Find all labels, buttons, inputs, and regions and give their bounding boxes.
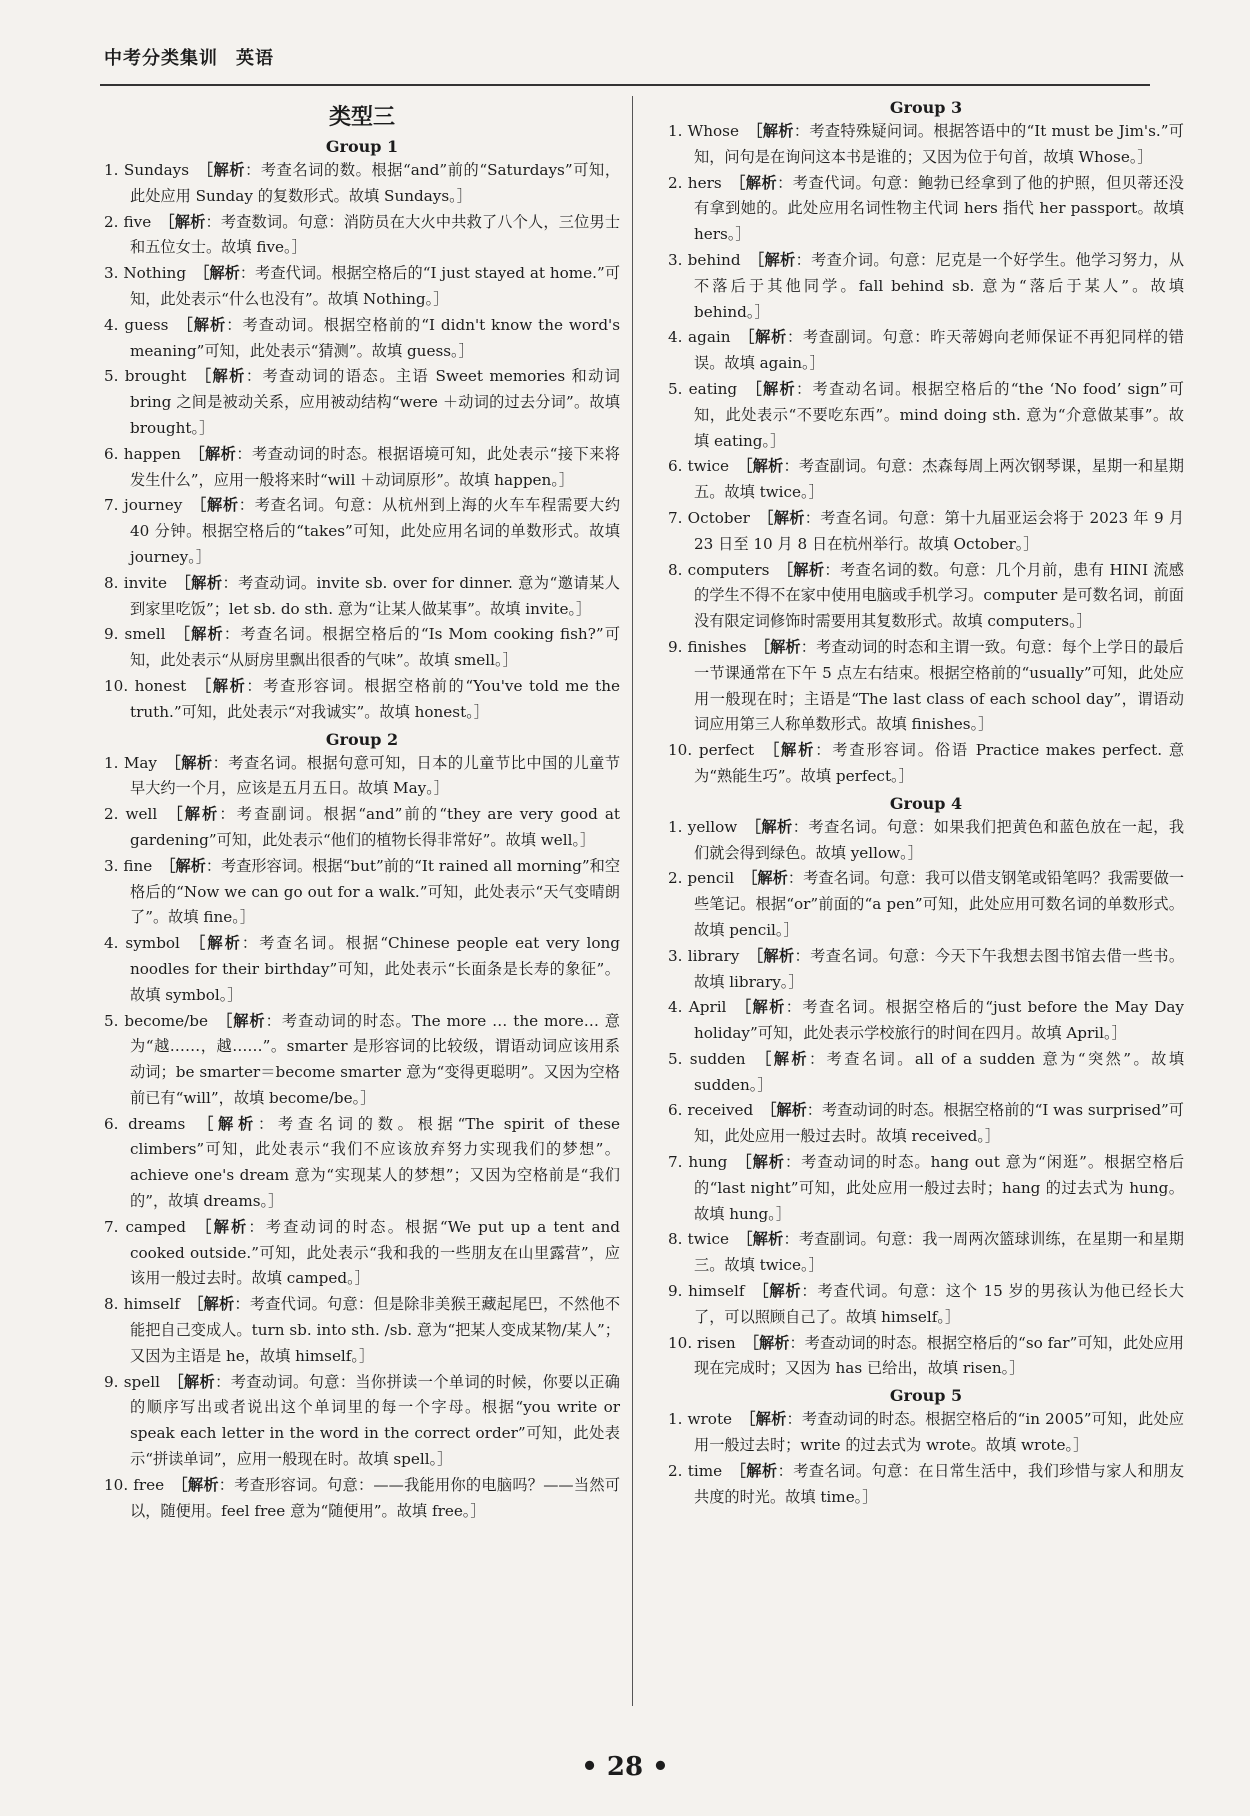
answer-item: [104, 1009, 620, 1112]
analysis-tag: ［解析: [193, 1217, 249, 1236]
book-subject: 英语: [236, 48, 274, 69]
answer-item: [668, 1150, 1184, 1227]
answer-item: [668, 1098, 1184, 1150]
group-title: Group 2: [325, 729, 399, 749]
analysis-tag: ［解析: [737, 457, 784, 476]
answer-item: [668, 1407, 1184, 1459]
analysis-tag: ［解析: [159, 212, 206, 231]
answer-item: [668, 1227, 1184, 1279]
analysis-tag: ［解析: [174, 573, 223, 592]
answer-item: [104, 442, 620, 494]
analysis-text: ：考查名词。根据句意可知，日本的儿童节比中国的儿童节早大约一个月，应该是五月五日。故填 May。］: [130, 753, 621, 798]
analysis-tag: ［解析: [194, 367, 246, 386]
analysis-tag: ［解析: [194, 676, 247, 695]
analysis-tag: ［解析: [742, 869, 788, 888]
analysis-text: ：考查副词。句意：昨天蒂姆向老师保证不再犯同样的错误。故填 again。］: [694, 328, 1184, 373]
analysis-tag: ［解析: [761, 1101, 807, 1120]
answer-item: [668, 325, 1184, 377]
analysis-text: ：考查名词的数。根据“The spirit of these climbers”可知，此处表示“我们不应该放弃努力实现我们的梦想”。achieve one's dream 意为“实现某人的梦想”；又因为空格前是“我们的”，故填 dreams。］: [130, 1114, 620, 1211]
answer-word: 4. again: [668, 328, 731, 347]
analysis-tag: ［解析: [165, 753, 213, 772]
answer-item: [104, 931, 620, 1008]
answer-item: [104, 261, 620, 313]
analysis-tag: ［解析: [734, 998, 786, 1017]
analysis-tag: ［解析: [762, 741, 816, 760]
answer-word: 6. happen: [104, 444, 181, 463]
answer-word: 2. five: [104, 212, 152, 231]
analysis-text: ：考查形容词。根据“but”前的“It rained all morning”和空格后的“Now we can go out for a walk.”可知，此处表示“天气变晴朗了”。故填 fine。］: [130, 856, 621, 927]
answer-word: 4. guess: [104, 315, 169, 334]
answer-word: 8. twice: [668, 1230, 729, 1249]
answer-item: [104, 1112, 620, 1215]
answer-word: 3. fine: [104, 856, 153, 875]
left-column: [104, 94, 620, 1524]
answer-item: [668, 454, 1184, 506]
answer-word: 10. honest: [104, 676, 187, 695]
analysis-text: ：考查动名词。根据空格后的“the ‘No food’ sign”可知，此处表示“不要吃东西”。mind doing sth. 意为“介意做某事”。故填 eating。］: [694, 379, 1184, 450]
analysis-text: ：考查动词。invite sb. over for dinner. 意为“邀请某人到家里吃饭”；let sb. do sth. 意为“让某人做某事”。故填 invite。］: [130, 573, 620, 618]
analysis-tag: ［解析: [730, 1461, 778, 1480]
analysis-text: ：考查名词。all of a sudden 意为“突然”。故填 sudden。］: [694, 1049, 1185, 1094]
analysis-tag: ［解析: [167, 1372, 216, 1391]
analysis-tag: ［解析: [172, 1475, 219, 1494]
answer-word: 9. himself: [668, 1282, 745, 1301]
answer-word: 1. May: [104, 753, 158, 772]
analysis-text: ：考查介词。句意：尼克是一个好学生。他学习努力，从不落后于其他同学。fall behind sb. 意为“落后于某人”。故填 behind。］: [694, 250, 1185, 321]
answer-word: 3. library: [668, 946, 740, 965]
analysis-tag: ［解析: [729, 173, 778, 192]
answer-item: [104, 674, 620, 726]
answer-item: [668, 738, 1184, 790]
analysis-text: ：考查动词的时态和主谓一致。句意：每个上学日的最后一节课通常在下午 5 点左右结束。根据空格前的“usually”可知，此处应用一般现在时；主语是“The last class of each school day”，谓语动词应用第三人称单数形式。故填 finishes。］: [694, 637, 1184, 734]
analysis-tag: ［解析: [746, 122, 794, 140]
analysis-text: ：考查名词的数。句意：几个月前，患有 HINI 流感的学生不得不在家中使用电脑或手机学习。computer 是可数名词，前面没有限定词修饰时需要用其复数形式。故填 computers。］: [694, 560, 1184, 631]
answer-word: 5. become/be: [104, 1011, 208, 1030]
answer-item: [668, 1459, 1184, 1511]
analysis-tag: ［解析: [176, 315, 227, 334]
answer-word: 9. smell: [104, 625, 166, 644]
answer-item: [104, 622, 620, 674]
answer-item: [668, 815, 1184, 867]
analysis-tag: ［解析: [740, 1410, 787, 1429]
answer-item: [104, 493, 620, 570]
analysis-tag: ［解析: [188, 444, 237, 463]
answer-item: [668, 506, 1184, 558]
analysis-text: ：考查代词。根据空格后的“I just stayed at home.”可知，此处表示“什么也没有”。故填 Nothing。］: [130, 264, 621, 308]
answer-word: 8. invite: [104, 573, 167, 592]
answer-item: [104, 313, 620, 365]
answer-item: [104, 571, 620, 623]
group-title: Group 3: [889, 98, 963, 117]
analysis-tag: ［解析: [187, 934, 242, 953]
analysis-tag: ［解析: [735, 1153, 785, 1172]
answer-word: 6. twice: [668, 457, 729, 476]
analysis-text: ：考查名词。根据“Chinese people eat very long noodles for their birthday”可知，此处表示“长面条是长寿的象征”。故填 symbol。］: [130, 934, 620, 1004]
analysis-text: ：考查代词。句意：鲍勃已经拿到了他的护照，但贝蒂还没有拿到她的。此处应用名词性物主代词 hers 指代 her passport。故填 hers。］: [694, 173, 1184, 244]
answer-item: [668, 171, 1184, 248]
analysis-tag: ［解析: [738, 328, 787, 347]
analysis-tag: ［解析: [165, 805, 220, 824]
answer-word: 5. brought: [104, 367, 187, 386]
answer-word: 1. Whose: [668, 122, 739, 140]
answer-word: 10. perfect: [668, 741, 755, 760]
answer-item: [104, 1215, 620, 1292]
answer-item: [668, 377, 1184, 454]
answer-item: [668, 1279, 1184, 1331]
analysis-text: ：考查动词的时态。The more … the more… 意为“越……，越……”。smarter 是形容词的比较级，谓语动词应该用系动词；be smarter＝become smarter 意为“变得更聪明”。又因为空格前已有“will”，故填 become/be。］: [130, 1011, 620, 1107]
answer-word: 6. received: [668, 1101, 754, 1120]
answer-item: [104, 1292, 620, 1369]
answer-word: 7. camped: [104, 1217, 186, 1236]
analysis-text: ：考查副词。根据“and”前的“they are very good at gardening”可知，此处表示“他们的植物长得非常好”。故填 well。］: [130, 805, 620, 849]
answer-word: 2. hers: [668, 173, 722, 192]
analysis-tag: ［解析: [757, 508, 805, 527]
answer-word: 4. April: [668, 998, 727, 1017]
analysis-text: ：考查动词的时态。根据“We put up a tent and cooked outside.”可知，此处表示“我和我的一些朋友在山里露营”，应该用一般过去时。故填 camped。］: [130, 1217, 621, 1288]
answer-word: 7. hung: [668, 1153, 728, 1172]
book-title: 中考分类集训: [104, 48, 218, 69]
analysis-text: ：考查代词。句意：这个 15 岁的男孩认为他已经长大了，可以照顾自己了。故填 himself。］: [694, 1282, 1184, 1326]
analysis-tag: ［解析: [194, 264, 240, 283]
analysis-tag: ［解析: [160, 856, 206, 875]
answer-word: 2. pencil: [668, 869, 735, 888]
answer-word: 1. wrote: [668, 1410, 733, 1429]
analysis-text: ：考查动词的时态。根据空格前的“I was surprised”可知，此处应用一般过去时。故填 received。］: [694, 1101, 1184, 1146]
analysis-tag: ［解析: [748, 250, 796, 269]
answer-word: 10. risen: [668, 1333, 736, 1352]
answer-item: [104, 158, 620, 210]
answer-word: 3. Nothing: [104, 264, 187, 283]
answer-word: 10. free: [104, 1475, 165, 1494]
answer-word: 9. finishes: [668, 637, 747, 656]
analysis-text: ：考查动词的时态。hang out 意为“闲逛”。根据空格后的“last night”可知，此处应用一般过去时；hang 的过去式为 hung。故填 hung。］: [694, 1153, 1185, 1223]
analysis-text: ：考查形容词。句意：——我能用你的电脑吗？——当然可以，随便用。feel free 意为“随便用”。故填 free。］: [130, 1475, 621, 1520]
answer-word: 4. symbol: [104, 934, 180, 953]
answer-item: [104, 1473, 620, 1525]
analysis-text: ：考查代词。句意：但是除非美猴王藏起尾巴，不然他不能把自己变成人。turn sb. into sth. /sb. 意为“把某人变成某物/某人”；又因为主语是 he，故填 himself。］: [130, 1295, 621, 1365]
answer-item: [104, 854, 620, 931]
answer-item: [668, 558, 1184, 635]
answer-word: 2. well: [104, 805, 158, 824]
analysis-tag: ［解析: [754, 637, 801, 656]
analysis-text: ：考查名词。句意：今天下午我想去图书馆去借一些书。故填 library。］: [694, 946, 1185, 991]
answer-item: [668, 119, 1184, 171]
answer-item: [104, 802, 620, 854]
analysis-text: ：考查名词。句意：第十九届亚运会将于 2023 年 9 月 23 日至 10 月 8 日在杭州举行。故填 October。］: [694, 508, 1185, 553]
answer-item: [668, 248, 1184, 325]
header-rule: [100, 84, 1150, 86]
analysis-text: ：考查动词。句意：当你拼读一个单词的时候，你要以正确的顺序写出或者说出这个单词里的每一个字母。根据“you write or speak each letter in the word in the correct order”可知，此处表示“拼读单词”，应用一般现在时。故填 spell。］: [130, 1372, 620, 1469]
answer-word: 6. dreams: [104, 1114, 186, 1133]
answer-item: [668, 944, 1184, 996]
analysis-text: ：考查动词的时态。根据空格后的“so far”可知，此处应用现在完成时；又因为 has 已给出，故填 risen。］: [694, 1333, 1184, 1378]
analysis-tag: ［解析: [747, 946, 795, 965]
answer-word: 5. eating: [668, 379, 738, 398]
analysis-tag: ［解析: [753, 1049, 809, 1068]
group-title: Group 1: [325, 137, 399, 156]
answer-item: [104, 1370, 620, 1473]
answer-word: 8. himself: [104, 1295, 180, 1314]
answer-item: [668, 635, 1184, 738]
analysis-tag: ［解析: [745, 379, 797, 398]
analysis-text: ：考查数词。句意：消防员在大火中共救了八个人，三位男士和五位女士。故填 five。］: [130, 212, 621, 257]
analysis-text: ：考查特殊疑问词。根据答语中的“It must be Jim's.”可知，问句是在询问这本书是谁的；又因为位于句首，故填 Whose。］: [694, 122, 1184, 166]
book-header: [104, 44, 274, 70]
analysis-text: ：考查名词。句意：如果我们把黄色和蓝色放在一起，我们就会得到绿色。故填 yellow。］: [694, 817, 1185, 862]
answer-word: 1. Sundays: [104, 161, 190, 179]
section-title: 类型三: [328, 105, 395, 130]
analysis-tag: ［解析: [187, 1295, 235, 1314]
analysis-tag: ［解析: [197, 161, 246, 179]
answer-item: [104, 364, 620, 441]
analysis-tag: ［解析: [777, 560, 825, 579]
column-divider: [632, 96, 633, 1706]
page-number: • 28 •: [581, 1752, 669, 1782]
analysis-text: ：考查动词的时态。根据语境可知，此处表示“接下来将发生什么”，应用一般将来时“will ＋动词原形”。故填 happen。］: [130, 444, 620, 489]
analysis-text: ：考查副词。句意：杰森每周上两次钢琴课，星期一和星期五。故填 twice。］: [694, 457, 1184, 502]
analysis-text: ：考查名词的数。根据“and”前的“Saturdays”可知，此处应用 Sunday 的复数形式。故填 Sundays。］: [130, 161, 621, 205]
answer-item: [668, 1047, 1184, 1099]
answer-word: 2. time: [668, 1461, 723, 1480]
analysis-text: ：考查名词。句意：我可以借支钢笔或铅笔吗？我需要做一些笔记。根据“or”前面的“a pen”可知，此处应用可数名词的单数形式。故填 pencil。］: [694, 869, 1185, 939]
answer-item: [668, 866, 1184, 943]
analysis-text: ：考查形容词。俗语 Practice makes perfect. 意为“熟能生巧”。故填 perfect。］: [694, 741, 1185, 785]
analysis-text: ：考查名词。句意：在日常生活中，我们珍惜与家人和朋友共度的时光。故填 time。］: [694, 1461, 1185, 1506]
answer-item: [104, 210, 620, 262]
analysis-tag: ［解析: [743, 1333, 790, 1352]
answer-word: 7. journey: [104, 496, 183, 515]
analysis-text: ：考查动词的语态。主语 Sweet memories 和动词 bring 之间是被动关系，应用被动结构“were ＋动词的过去分词”。故填 brought。］: [130, 367, 620, 437]
analysis-tag: ［解析: [745, 817, 793, 836]
analysis-text: ：考查名词。根据空格后的“Is Mom cooking fish?”可知，此处表示“从厨房里飘出很香的气味”。故填 smell。］: [130, 625, 621, 670]
answer-word: 8. computers: [668, 560, 770, 579]
answer-item: [668, 995, 1184, 1047]
right-column: [668, 94, 1184, 1510]
answer-word: 5. sudden: [668, 1049, 746, 1068]
analysis-tag: ［解析: [193, 1114, 258, 1133]
analysis-tag: ［解析: [173, 625, 224, 644]
analysis-text: ：考查副词。句意：我一周两次篮球训练，在星期一和星期三。故填 twice。］: [694, 1230, 1184, 1275]
analysis-text: ：考查名词。句意：从杭州到上海的火车车程需要大约 40 分钟。根据空格后的“takes”可知，此处应用名词的单数形式。故填 journey。］: [130, 496, 621, 566]
analysis-text: ：考查形容词。根据空格前的“You've told me the truth.”可知，此处表示“对我诚实”。故填 honest。］: [130, 676, 621, 721]
group-title: Group 4: [889, 793, 963, 813]
analysis-tag: ［解析: [215, 1011, 266, 1030]
answer-item: [104, 751, 620, 803]
answer-word: 7. October: [668, 508, 750, 527]
answer-word: 3. behind: [668, 250, 741, 269]
analysis-text: ：考查名词。根据空格后的“just before the May Day holiday”可知，此处表示学校旅行的时间在四月。故填 April。］: [694, 998, 1185, 1043]
analysis-tag: ［解析: [737, 1230, 784, 1249]
answer-word: 9. spell: [104, 1372, 160, 1391]
analysis-tag: ［解析: [190, 496, 239, 515]
group-title: Group 5: [889, 1386, 963, 1406]
analysis-text: ：考查动词的时态。根据空格后的“in 2005”可知，此处应用一般过去时；write 的过去式为 wrote。故填 wrote。］: [694, 1410, 1185, 1455]
answer-word: 1. yellow: [668, 817, 738, 836]
analysis-text: ：考查动词。根据空格前的“I didn't know the word's meaning”可知，此处表示“猜测”。故填 guess。］: [130, 315, 621, 360]
answer-item: [668, 1331, 1184, 1383]
analysis-tag: ［解析: [752, 1282, 802, 1301]
